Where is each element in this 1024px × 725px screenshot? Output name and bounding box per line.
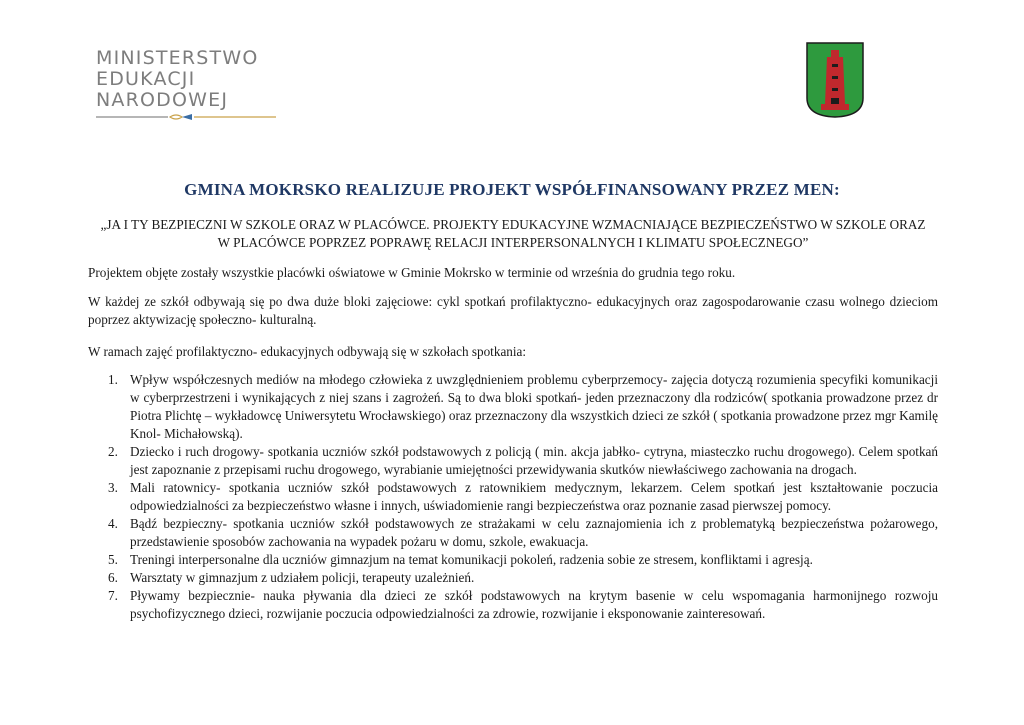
list-item-text: Treningi interpersonalne dla uczniów gimnazjum na temat komunikacji pokoleń, radzenia sobie ze stresem, konfliktami i agresją. bbox=[130, 552, 813, 567]
page-title: GMINA MOKRSKO REALIZUJE PROJEKT WSPÓŁFINANSOWANY PRZEZ MEN: bbox=[184, 180, 840, 199]
subtitle-line-1: „JA I TY BEZPIECZNI W SZKOLE ORAZ W PLACÓWCE. PROJEKTY EDUKACYJNE WZMACNIAJĄCE BEZPIECZEŃSTWO W SZKOLE ORAZ bbox=[100, 217, 926, 232]
list-item-number: 4. bbox=[108, 516, 118, 531]
list-item-number: 6. bbox=[108, 570, 118, 585]
logo-line-1: MINISTERSTWO bbox=[96, 47, 259, 69]
list-item bbox=[88, 551, 938, 569]
list-item-number: 3. bbox=[108, 480, 118, 495]
paragraph-intro: Projektem objęte zostały wszystkie placówki oświatowe w Gminie Mokrsko w terminie od września do grudnia tego roku. bbox=[88, 265, 736, 280]
subtitle-line-2: W PLACÓWCE POPRZEZ POPRAWĘ RELACJI INTERPERSONALNYCH I KLIMATU SPOŁECZNEGO” bbox=[217, 235, 809, 250]
list-item-text: Warsztaty w gimnazjum z udziałem policji, terapeuty uzależnień. bbox=[130, 570, 475, 585]
list-item-number: 2. bbox=[108, 444, 118, 459]
list-item-text: Wpływ współczesnych mediów na młodego człowieka z uwzględnieniem problemu cyberprzemocy- zajęcia dotyczą rozumienia specyfiki komunikacji w cyberprzestrzeni i wynikających z niej szans i zagrożeń. Są to dwa bloki spotkań- jeden przeznaczony dla rodziców( spotkania prowadzone przez dr Piotra Plichtę – wykładowcę Uniwersytetu Wrocławskiego) oraz przeznaczony dla wszystkich dzieci ze szkół ( spotkania prowadzone przez mgr Kamilę Knol- Michałowską). bbox=[130, 372, 938, 441]
logo-line-2: EDUKACJI bbox=[96, 68, 196, 90]
list-item bbox=[88, 515, 938, 551]
list-item-text: Pływamy bezpiecznie- nauka pływania dla dzieci ze szkół podstawowych na krytym basenie w celu wspomagania harmonijnego rozwoju psychofizycznego dzieci, rozwijanie poczucia odpowiedzialności za zdrowie, rozwijanie i eksponowanie zainteresowań. bbox=[130, 588, 938, 621]
ministry-logo bbox=[96, 48, 286, 123]
list-item bbox=[88, 479, 938, 515]
meetings-list bbox=[88, 371, 938, 623]
list-item-text: Bądź bezpieczny- spotkania uczniów szkół podstawowych ze strażakami w celu zaznajomienia ich z problematyką bezpieczeństwa pożarowego, przedstawienie sposobów zachowania na wypadek pożaru w domu, szkole, ewakuacja. bbox=[130, 516, 938, 549]
list-item bbox=[88, 587, 938, 623]
list-item-text: Mali ratownicy- spotkania uczniów szkół podstawowych z ratownikiem medycznym, lekarzem. Celem spotkań jest kształtowanie poczucia odpowiedzialności za bezpieczeństwo własne i innych, uświadomienie rangi bezpieczeństwa oraz poznanie zasad pierwszej pomocy. bbox=[130, 480, 938, 513]
paragraph-blocks: W każdej ze szkół odbywają się po dwa duże bloki zajęciowe: cykl spotkań profilaktyczno- edukacyjnych oraz zagospodarowanie czasu wolnego dzieciom poprzez aktywizację społeczno- kulturalną. bbox=[88, 294, 938, 327]
pen-nib-icon bbox=[96, 113, 276, 121]
list-item-number: 7. bbox=[108, 588, 118, 603]
list-item-number: 1. bbox=[108, 372, 118, 387]
list-item bbox=[88, 443, 938, 479]
list-item bbox=[88, 371, 938, 443]
list-item-text: Dziecko i ruch drogowy- spotkania uczniów szkół podstawowych z policją ( min. akcja jabłko- cytryna, miasteczko ruchu drogowego). Celem spotkań jest zapoznanie z przepisami ruchu drogowego, wyrabianie umiejętności przewidywania skutków niewłaściwego zachowania na drogach. bbox=[130, 444, 938, 477]
mokrsko-coat-of-arms-icon bbox=[806, 42, 864, 118]
list-item bbox=[88, 569, 938, 587]
project-subtitle bbox=[88, 216, 938, 252]
paragraph-meetings-intro: W ramach zajęć profilaktyczno- edukacyjnych odbywają się w szkołach spotkania: bbox=[88, 344, 527, 359]
list-item-number: 5. bbox=[108, 552, 118, 567]
logo-line-3: NARODOWEJ bbox=[96, 89, 229, 111]
